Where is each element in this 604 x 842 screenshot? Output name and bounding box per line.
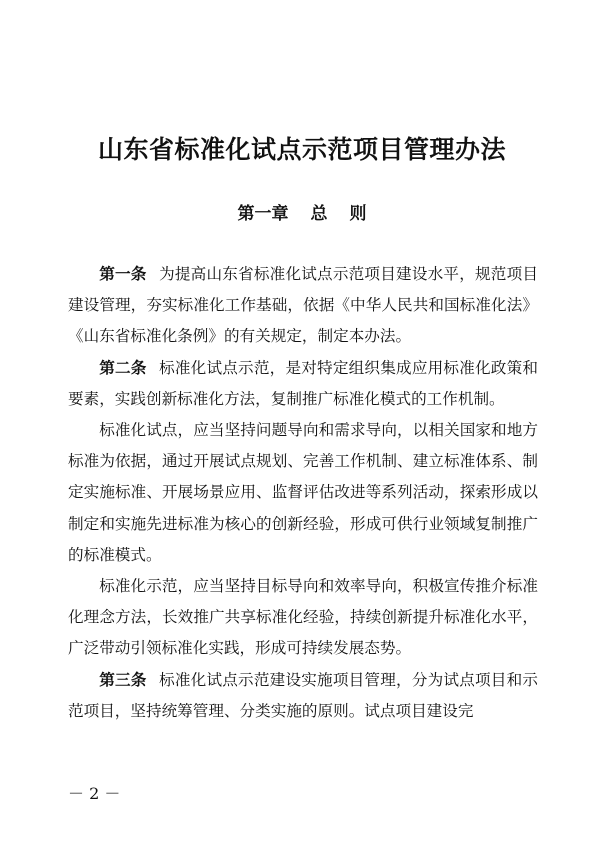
page-number: － 2 － bbox=[68, 784, 121, 803]
paragraph-pilot bbox=[68, 415, 538, 571]
body-text bbox=[68, 259, 538, 727]
paragraph-article-1 bbox=[68, 259, 538, 353]
paragraph-article-2 bbox=[68, 353, 538, 415]
paragraph-article-3 bbox=[68, 665, 538, 727]
paragraph-text: 标准化试点示范，是对特定组织集成应用标准化政策和要素，实践创新标准化方法，复制推广标准化模式的工作机制。 bbox=[68, 358, 538, 408]
paragraph-text: 标准化试点示范建设实施项目管理，分为试点项目和示范项目，坚持统筹管理、分类实施的原则。试点项目建设完 bbox=[68, 670, 538, 720]
chapter-heading bbox=[0, 202, 604, 226]
document-title: 山东省标准化试点示范项目管理办法 bbox=[97, 135, 506, 164]
paragraph-text: 为提高山东省标准化试点示范项目建设水平，规范项目建设管理，夯实标准化工作基础，依据《中华人民共和国标准化法》《山东省标准化条例》的有关规定，制定本办法。 bbox=[68, 265, 538, 346]
chapter-name-part1: 总 bbox=[310, 204, 328, 224]
paragraph-text: 标准化示范，应当坚持目标导向和效率导向，积极宣传推介标准化理念方法，长效推广共享标准化经验，持续创新提升标准化水平，广泛带动引领标准化实践，形成可持续发展态势。 bbox=[68, 577, 538, 658]
article-label: 第二条 bbox=[99, 358, 147, 377]
chapter-name-part2: 则 bbox=[349, 204, 367, 224]
chapter-number: 第一章 bbox=[237, 204, 289, 224]
paragraph-demonstration bbox=[68, 571, 538, 665]
article-label: 第一条 bbox=[99, 265, 147, 283]
article-label: 第三条 bbox=[99, 670, 147, 689]
paragraph-text: 标准化试点，应当坚持问题导向和需求导向，以相关国家和地方标准为依据，通过开展试点规划、完善工作机制、建立标准体系、制定实施标准、开展场景应用、监督评估改进等系列活动，探索形成以制定和实施先进标准为核心的创新经验，形成可供行业领域复制推广的标准模式。 bbox=[68, 421, 538, 564]
